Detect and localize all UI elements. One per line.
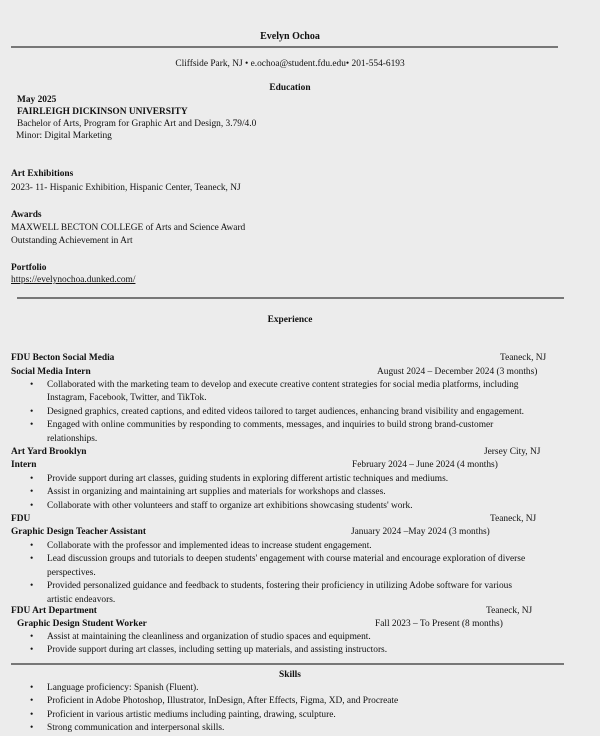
job-3-dates: January 2024 –May 2024 (3 months): [351, 527, 490, 537]
job-3-org: FDU: [11, 514, 31, 524]
bullet-icon: •: [30, 683, 34, 693]
bullet-icon: •: [30, 487, 34, 498]
bullet-icon: •: [30, 723, 34, 734]
list-item: Instagram, Facebook, Twitter, and TikTok.: [47, 393, 207, 404]
job-4-org: FDU Art Department: [11, 606, 97, 616]
list-item: • Strong communication and interpersonal skills.: [30, 722, 398, 735]
job-4-title: Graphic Design Student Worker: [17, 619, 147, 629]
bullet-icon: •: [30, 709, 34, 720]
art-exhibitions-heading: Art Exhibitions: [11, 169, 74, 179]
list-item: • Collaborate with the professor and implemented ideas to increase student engagement.: [30, 540, 525, 553]
list-item: • Provide support during art classes, including setting up materials, and assisting instructors.: [30, 644, 387, 657]
job-2-location: Jersey City, NJ: [484, 447, 541, 457]
education-heading: Education: [269, 83, 311, 93]
job-1-title: Social Media Intern: [11, 367, 91, 377]
resume-name: Evelyn Ochoa: [260, 31, 320, 42]
list-item: • Designed graphics, created captions, and edited videos tailored to target audiences, enhancing brand visibility and engagement.: [30, 406, 524, 419]
award-line-1: MAXWELL BECTON COLLEGE of Arts and Science Award: [11, 223, 246, 233]
list-item: • Language proficiency: Spanish (Fluent).: [30, 682, 398, 695]
job-1-bullets: [30, 379, 524, 446]
bullet-icon: •: [30, 420, 34, 431]
job-2-bullets: [30, 473, 448, 513]
bullet-icon: •: [30, 500, 34, 511]
list-item: • Assist at maintaining the cleanliness and organization of studio spaces and equipment.: [30, 631, 387, 644]
skills-list: [30, 682, 398, 736]
skills-divider: [11, 663, 564, 665]
job-2-title: Intern: [11, 460, 37, 470]
list-item: • Provided personalized guidance and feedback to students, fostering their proficiency in utilizing Adobe software for various: [30, 580, 525, 593]
awards-heading: Awards: [11, 210, 42, 220]
list-item: • Collaborated with the marketing team to develop and execute creative content strategies for social media platforms, including: [30, 379, 524, 392]
bullet-icon: •: [30, 406, 34, 417]
art-exhibition-item: 2023- 11- Hispanic Exhibition, Hispanic Center, Teaneck, NJ: [11, 183, 241, 193]
bullet-icon: •: [30, 632, 34, 642]
portfolio-divider: [17, 297, 564, 299]
job-4-bullets: [30, 631, 387, 658]
list-item: relationships.: [47, 433, 98, 444]
education-date: May 2025: [17, 95, 57, 105]
bullet-icon: •: [30, 474, 34, 484]
bullet-icon: •: [30, 645, 34, 656]
list-item: • Lead discussion groups and tutorials to deepen students' engagement with course material and encourage exploration of diverse: [30, 553, 525, 566]
job-4-dates: Fall 2023 – To Present (8 months): [375, 619, 503, 629]
list-item: • Engaged with online communities by responding to comments, messages, and inquiries to build strong brand-customer: [30, 419, 524, 432]
job-1-location: Teaneck, NJ: [500, 353, 547, 363]
list-item: • Proficient in Adobe Photoshop, Illustrator, InDesign, After Effects, Figma, XD, and Procreate: [30, 695, 398, 708]
education-school: FAIRLEIGH DICKINSON UNIVERSITY: [17, 107, 188, 117]
job-3-title: Graphic Design Teacher Assistant: [11, 527, 146, 537]
job-4-location: Teaneck, NJ: [486, 606, 533, 616]
skills-heading: Skills: [279, 670, 301, 680]
award-line-2: Outstanding Achievement in Art: [11, 236, 133, 246]
job-2-dates: February 2024 – June 2024 (4 months): [352, 460, 498, 470]
experience-heading: Experience: [267, 315, 313, 325]
list-item: artistic endeavors.: [47, 594, 116, 605]
list-item: perspectives.: [47, 567, 96, 578]
list-item: • Collaborate with other volunteers and staff to organize art exhibitions showcasing students' work.: [30, 500, 448, 513]
portfolio-heading: Portfolio: [11, 263, 47, 273]
bullet-icon: •: [30, 380, 34, 390]
portfolio-link[interactable]: https://evelynochoa.dunked.com/: [11, 275, 136, 285]
job-3-location: Teaneck, NJ: [490, 514, 537, 524]
list-item: • Assist in organizing and maintaining art supplies and materials for workshops and classes.: [30, 486, 448, 499]
job-1-org: FDU Becton Social Media: [11, 353, 115, 363]
list-item: • Proficient in various artistic mediums including painting, drawing, sculpture.: [30, 709, 398, 722]
header-divider: [11, 46, 558, 48]
job-1-dates: August 2024 – December 2024 (3 months): [377, 367, 538, 377]
job-2-org: Art Yard Brooklyn: [11, 447, 87, 457]
job-3-bullets: [30, 540, 525, 607]
contact-line: Cliffside Park, NJ • e.ochoa@student.fdu.edu• 201-554-6193: [175, 59, 405, 69]
education-minor: Minor: Digital Marketing: [16, 131, 112, 141]
education-degree: Bachelor of Arts, Program for Graphic Art and Design, 3.79/4.0: [17, 119, 257, 129]
bullet-icon: •: [30, 581, 34, 592]
bullet-icon: •: [30, 541, 34, 551]
list-item: • Provide support during art classes, guiding students in exploring different artistic techniques and mediums.: [30, 473, 448, 486]
bullet-icon: •: [30, 696, 34, 707]
bullet-icon: •: [30, 554, 34, 565]
